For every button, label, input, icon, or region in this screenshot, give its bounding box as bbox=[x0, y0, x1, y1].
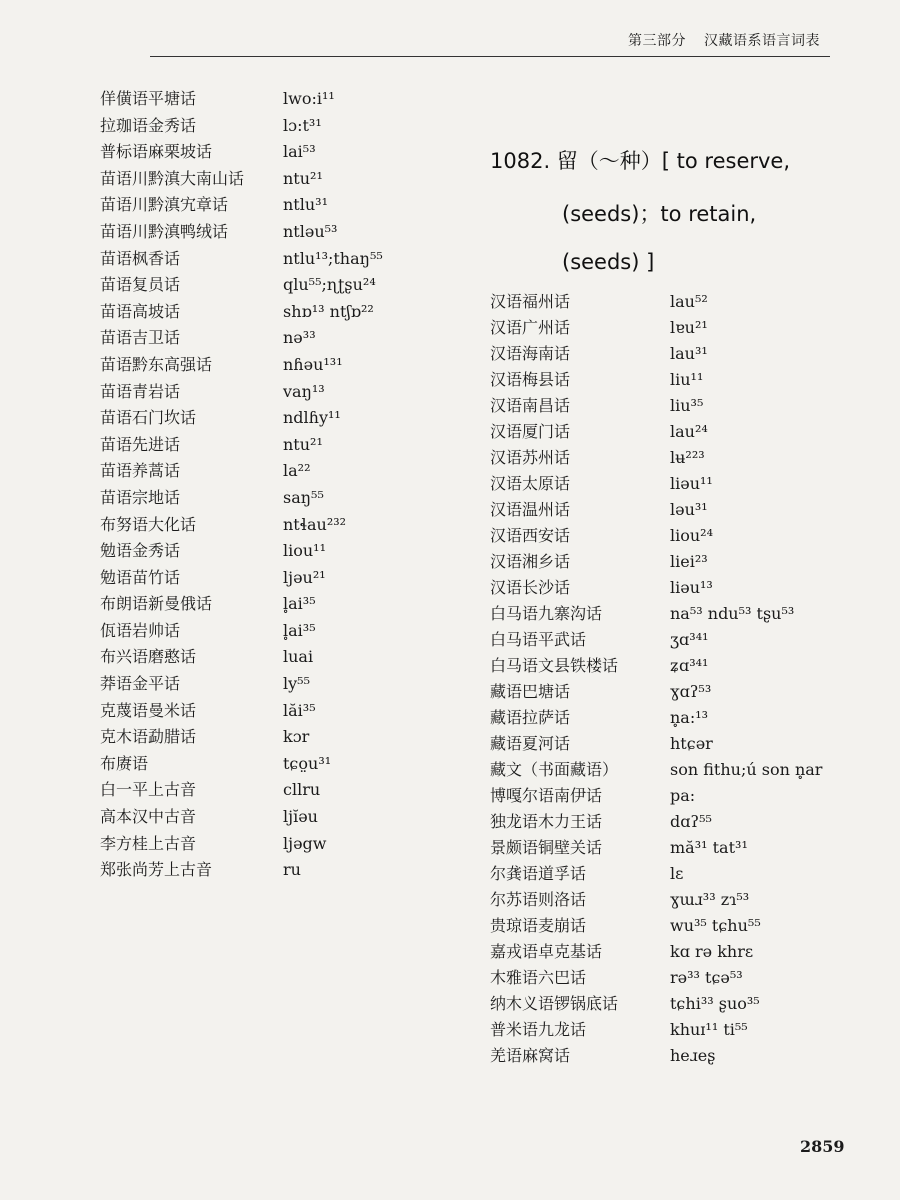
transcription: kɑ rə khrɛ bbox=[670, 942, 754, 961]
transcription: l̥ai³⁵ bbox=[283, 594, 316, 614]
language-name: 苗语川黔滇宄章话 bbox=[100, 195, 229, 215]
language-name: 汉语梅县话 bbox=[490, 370, 571, 389]
language-name: 汉语长沙话 bbox=[490, 578, 571, 597]
language-name: 木雅语六巴话 bbox=[490, 968, 587, 987]
transcription: ʒɑ³⁴¹ bbox=[670, 630, 709, 649]
transcription: liou²⁴ bbox=[670, 526, 713, 545]
language-name: 莽语金平话 bbox=[100, 674, 181, 694]
transcription: lwo:i¹¹ bbox=[283, 89, 335, 108]
transcription: ʑɑ³⁴¹ bbox=[670, 656, 709, 675]
transcription: ru bbox=[283, 860, 301, 880]
language-name: 苗语黔东高强话 bbox=[100, 354, 213, 374]
language-name: 苗语先进话 bbox=[100, 434, 181, 454]
language-name: 普标语麻栗坡话 bbox=[100, 142, 213, 162]
transcription: ljəu²¹ bbox=[283, 567, 326, 587]
transcription: lăi³⁵ bbox=[283, 700, 316, 720]
language-name: 汉语广州话 bbox=[490, 318, 571, 337]
language-name: 佤语岩帅话 bbox=[100, 620, 181, 640]
transcription: lʉ²²³ bbox=[670, 448, 705, 467]
transcription: ntɬau²³² bbox=[283, 514, 347, 534]
transcription: qlu⁵⁵;ɳʈʂu²⁴ bbox=[283, 275, 376, 295]
transcription: lau⁵² bbox=[670, 292, 708, 311]
transcription: ɣɑʔ⁵³ bbox=[670, 682, 712, 701]
transcription: ləu³¹ bbox=[670, 500, 708, 519]
language-name: 布努语大化话 bbox=[100, 514, 197, 534]
transcription: ljəgw bbox=[283, 833, 327, 853]
transcription: l̥ai³⁵ bbox=[283, 620, 316, 640]
transcription: liəu¹¹ bbox=[670, 474, 713, 493]
transcription: liou¹¹ bbox=[283, 541, 326, 561]
transcription: lɐu²¹ bbox=[670, 318, 708, 337]
transcription: cllru bbox=[283, 780, 321, 800]
transcription: shɒ¹³ ntʃɒ²² bbox=[283, 301, 374, 321]
transcription: nə³³ bbox=[283, 328, 316, 348]
language-name: 汉语海南话 bbox=[490, 344, 571, 363]
transcription: la²² bbox=[283, 461, 311, 481]
entry-heading-line-2: (seeds)；to retain, bbox=[562, 202, 757, 226]
page-number: 2859 bbox=[800, 1137, 845, 1156]
language-name: 汉语湘乡话 bbox=[490, 552, 571, 571]
transcription: ndlɦy¹¹ bbox=[283, 408, 341, 428]
language-name: 独龙语木力王话 bbox=[490, 812, 603, 831]
transcription: ntu²¹ bbox=[283, 168, 323, 188]
transcription: n̥a:¹³ bbox=[670, 708, 709, 727]
transcription: mă³¹ tat³¹ bbox=[670, 838, 748, 857]
transcription: luai bbox=[283, 647, 314, 667]
language-name: 藏语巴塘话 bbox=[490, 682, 571, 701]
language-name: 克木语勐腊话 bbox=[100, 727, 197, 747]
language-name: 藏文（书面藏语） bbox=[490, 760, 619, 779]
language-name: 布朗语新曼俄话 bbox=[100, 594, 213, 614]
transcription: dɑʔ⁵⁵ bbox=[670, 812, 712, 831]
transcription: vaŋ¹³ bbox=[283, 381, 325, 401]
transcription: ntlu³¹ bbox=[283, 195, 328, 215]
transcription: nɦəu¹³¹ bbox=[283, 354, 343, 374]
transcription: liu¹¹ bbox=[670, 370, 704, 389]
language-name: 藏语夏河话 bbox=[490, 734, 571, 753]
transcription: kɔr bbox=[283, 727, 310, 747]
language-name: 苗语复员话 bbox=[100, 275, 181, 295]
transcription: son fithu;ú son n̥ar bbox=[670, 760, 823, 779]
transcription: liei²³ bbox=[670, 552, 708, 571]
transcription: khuɪ¹¹ ti⁵⁵ bbox=[670, 1020, 748, 1039]
transcription: ntləu⁵³ bbox=[283, 221, 338, 241]
header-rule bbox=[150, 56, 830, 57]
transcription: tɕhi³³ ʂuo³⁵ bbox=[670, 994, 760, 1013]
transcription: liəu¹³ bbox=[670, 578, 713, 597]
language-name: 苗语吉卫话 bbox=[100, 328, 181, 348]
language-name: 汉语福州话 bbox=[490, 292, 571, 311]
language-name: 汉语苏州话 bbox=[490, 448, 571, 467]
header-title: 汉藏语系语言词表 bbox=[704, 33, 820, 49]
language-name: 苗语高坡话 bbox=[100, 301, 181, 321]
language-name: 郑张尚芳上古音 bbox=[100, 860, 213, 880]
transcription: lɔ:t³¹ bbox=[283, 115, 322, 135]
language-name: 汉语太原话 bbox=[490, 474, 571, 493]
transcription: wu³⁵ tɕhu⁵⁵ bbox=[670, 916, 761, 935]
transcription: liu³⁵ bbox=[670, 396, 704, 415]
language-name: 贵琼语麦崩话 bbox=[490, 916, 587, 935]
transcription: ntu²¹ bbox=[283, 434, 323, 454]
transcription: na⁵³ ndu⁵³ tʂu⁵³ bbox=[670, 604, 795, 623]
language-name: 苗语石门坎话 bbox=[100, 408, 197, 428]
language-name: 勉语金秀话 bbox=[100, 541, 181, 561]
transcription: rə³³ tɕə⁵³ bbox=[670, 968, 743, 987]
transcription: lau²⁴ bbox=[670, 422, 708, 441]
language-name: 布兴语磨憨话 bbox=[100, 647, 197, 667]
language-name: 苗语养蒿话 bbox=[100, 461, 181, 481]
language-name: 汉语西安话 bbox=[490, 526, 571, 545]
language-name: 拉珈语金秀话 bbox=[100, 115, 197, 135]
language-name: 嘉戎语卓克基话 bbox=[490, 942, 603, 961]
entry-heading-line-3: (seeds) ] bbox=[562, 250, 655, 274]
language-name: 勉语苗竹话 bbox=[100, 567, 181, 587]
language-name: 白马语平武话 bbox=[490, 630, 587, 649]
transcription: lai⁵³ bbox=[283, 142, 316, 162]
language-name: 李方桂上古音 bbox=[100, 833, 197, 853]
language-name: 尔龚语道孚话 bbox=[490, 864, 587, 883]
language-name: 纳木义语锣锅底话 bbox=[490, 994, 619, 1013]
language-name: 汉语温州话 bbox=[490, 500, 571, 519]
transcription: htɕər bbox=[670, 734, 713, 753]
language-name: 苗语枫香话 bbox=[100, 248, 181, 268]
language-name: 普米语九龙话 bbox=[490, 1020, 587, 1039]
language-name: 白马语九寨沟话 bbox=[490, 604, 603, 623]
transcription: ntlu¹³;thaŋ⁵⁵ bbox=[283, 248, 383, 268]
language-name: 白马语文县铁楼话 bbox=[490, 656, 619, 675]
language-name: 苗语川黔滇鸭绒话 bbox=[100, 221, 229, 241]
language-name: 藏语拉萨话 bbox=[490, 708, 571, 727]
language-name: 佯僙语平塘话 bbox=[100, 89, 197, 108]
language-name: 苗语川黔滇大南山话 bbox=[100, 168, 245, 188]
transcription: pa: bbox=[670, 786, 696, 805]
language-name: 景颇语铜壁关话 bbox=[490, 838, 603, 857]
transcription: tɕo̤u³¹ bbox=[283, 753, 332, 773]
running-header bbox=[628, 30, 833, 50]
language-name: 博嘎尔语南伊话 bbox=[490, 786, 603, 805]
header-part: 第三部分 bbox=[628, 33, 686, 49]
language-name: 汉语南昌话 bbox=[490, 396, 571, 415]
language-name: 白一平上古音 bbox=[100, 780, 197, 800]
language-name: 羌语麻窝话 bbox=[490, 1046, 571, 1065]
language-name: 苗语宗地话 bbox=[100, 487, 181, 507]
language-name: 汉语厦门话 bbox=[490, 422, 571, 441]
language-name: 尔苏语则洛话 bbox=[490, 890, 587, 909]
transcription: lɛ bbox=[670, 864, 684, 883]
transcription: ɣɯɹ³³ zɿ⁵³ bbox=[670, 890, 750, 909]
transcription: ly⁵⁵ bbox=[283, 674, 310, 694]
transcription: lau³¹ bbox=[670, 344, 708, 363]
entry-heading-line-1: 1082. 留（～种）[ to reserve, bbox=[490, 149, 791, 173]
transcription: heɹeʂ bbox=[670, 1046, 716, 1065]
language-name: 克蔑语曼米话 bbox=[100, 700, 197, 720]
transcription: ljĭəu bbox=[283, 807, 318, 827]
language-name: 布赓语 bbox=[100, 753, 149, 773]
language-name: 苗语青岩话 bbox=[100, 381, 181, 401]
language-name: 高本汉中古音 bbox=[100, 807, 197, 827]
transcription: saŋ⁵⁵ bbox=[283, 487, 324, 507]
